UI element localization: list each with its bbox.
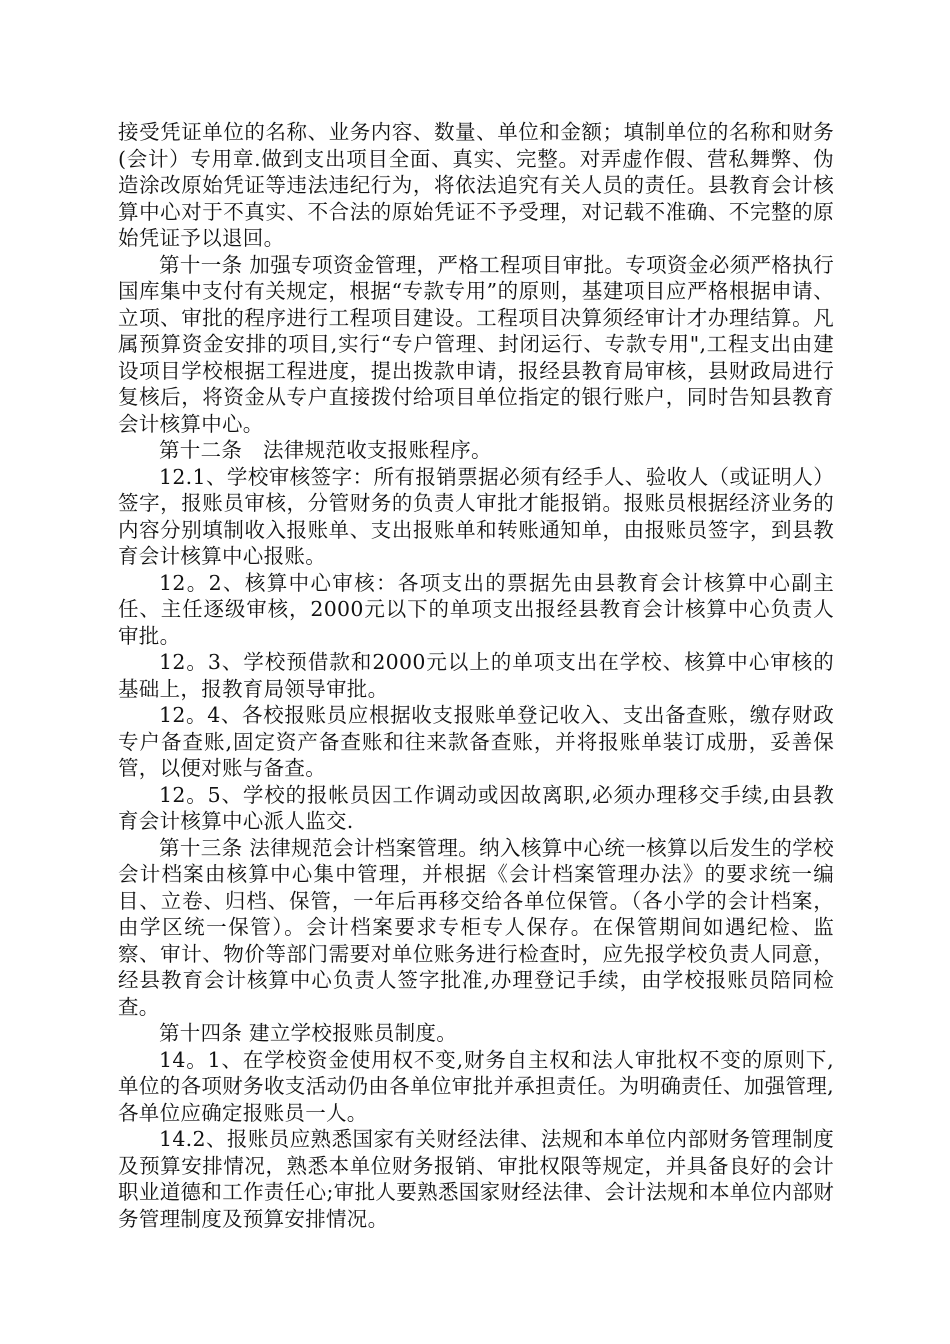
- paragraph-article-14-2: 14.2、报账员应熟悉国家有关财经法律、法规和本单位内部财务管理制度及预算安排情况，熟悉本单位财务报销、审批权限等规定，并具备良好的会计职业道德和工作责任心;审批人要熟悉国家财经法律、会计法规和本单位内部财务管理制度及预算安排情况。: [118, 1127, 834, 1231]
- paragraph-article-14-heading: 第十四条 建立学校报账员制度。: [159, 1021, 458, 1045]
- paragraph-article-12-2: 12。2、核算中心审核：各项支出的票据先由县教育会计核算中心副主任、主任逐级审核，2000元以下的单项支出报经县教育会计核算中心负责人审批。: [118, 570, 834, 648]
- paragraph-voucher-requirements: 接受凭证单位的名称、业务内容、数量、单位和金额；填制单位的名称和财务(会计）专用章.做到支出项目全面、真实、完整。对弄虚作假、营私舞弊、伪造涂改原始凭证等违法违纪行为，将依法追究有关人员的责任。县教育会计核算中心对于不真实、不合法的原始凭证不予受理，对记载不准确、不完整的原始凭证予以退回。: [118, 120, 834, 250]
- paragraph-article-12-4: 12。4、各校报账员应根据收支报账单登记收入、支出备查账，缴存财政专户备查账,固定资产备查账和往来款备查账，并将报账单装订成册，妥善保管，以便对账与备查。: [118, 703, 834, 780]
- paragraph-article-12-1: 12.1、学校审核签字：所有报销票据必须有经手人、验收人（或证明人）签字，报账员审核，分管财务的负责人审批才能报销。报账员根据经济业务的内容分别填制收入报账单、支出报账单和转账通知单，由报账员签字，到县教育会计核算中心报账。: [118, 464, 834, 568]
- paragraph-article-12-3: 12。3、学校预借款和2000元以上的单项支出在学校、核算中心审核的基础上，报教育局领导审批。: [118, 650, 834, 701]
- paragraph-article-12-5: 12。5、学校的报帐员因工作调动或因故离职,必须办理移交手续,由县教育会计核算中心派人监交.: [118, 782, 834, 833]
- document-body: [118, 119, 834, 1232]
- paragraph-article-14-1: 14。1、在学校资金使用权不变,财务自主权和法人审批权不变的原则下,单位的各项财务收支活动仍由各单位审批并承担责任。为明确责任、加强管理,各单位应确定报账员一人。: [118, 1047, 834, 1125]
- paragraph-article-12-heading: 第十二条 法律规范收支报账程序。: [159, 438, 492, 462]
- paragraph-article-13: 第十三条 法律规范会计档案管理。纳入核算中心统一核算以后发生的学校会计档案由核算中心集中管理，并根据《会计档案管理办法》的要求统一编目、立卷、归档、保管，一年后再移交给各单位保管。（各小学的会计档案，由学区统一保管）。会计档案要求专柜专人保存。在保管期间如遇纪检、监察、审计、物价等部门需要对单位账务进行检查时，应先报学校负责人同意，经县教育会计核算中心负责人签字批准,办理登记手续，由学校报账员陪同检查。: [118, 835, 834, 1019]
- paragraph-article-11: 第十一条 加强专项资金管理，严格工程项目审批。专项资金必须严格执行国库集中支付有关规定，根据“专款专用”的原则，基建项目应严格根据申请、立项、审批的程序进行工程项目建设。工程项目决算须经审计才办理结算。凡属预算资金安排的项目,实行“专户管理、封闭运行、专款专用",工程支出由建设项目学校根据工程进度，提出拨款申请，报经县教育局审核，县财政局进行复核后，将资金从专户直接拨付给项目单位指定的银行账户，同时告知县教育会计核算中心。: [118, 252, 834, 436]
